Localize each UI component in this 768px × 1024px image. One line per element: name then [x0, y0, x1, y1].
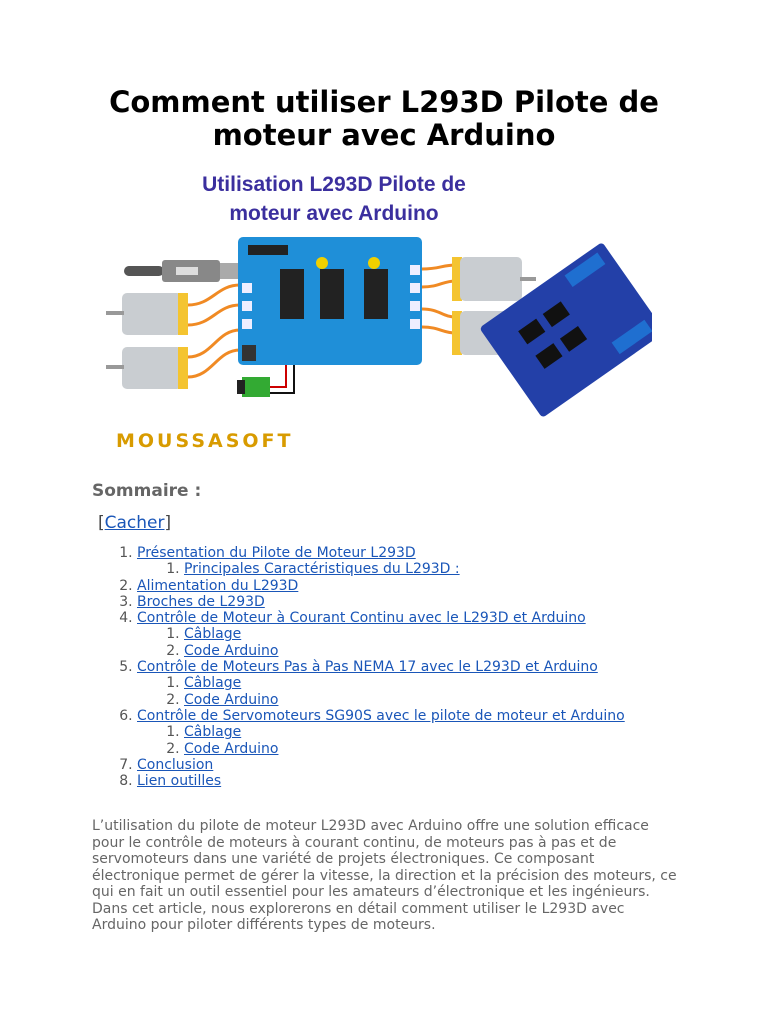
dc-motor-icon: [106, 347, 188, 389]
toc-link[interactable]: Lien outilles: [137, 773, 222, 790]
toc-subitem: [184, 675, 692, 691]
toc-subitem: [184, 626, 692, 642]
toc-sublink[interactable]: Câblage: [184, 626, 242, 643]
toc-link[interactable]: Contrôle de Moteurs Pas à Pas NEMA 17 avec le L293D et Arduino: [137, 659, 598, 676]
toc-subitem: [184, 741, 692, 757]
toc-sublink[interactable]: Code Arduino: [184, 642, 279, 659]
toc-sublink[interactable]: Code Arduino: [184, 691, 279, 708]
toc-toggle-link[interactable]: Cacher: [104, 513, 165, 533]
toc-sublist: [137, 724, 692, 757]
dc-motor-icon: [106, 293, 188, 335]
power-jack-icon: [237, 365, 294, 397]
toc-sublink[interactable]: Câblage: [184, 675, 242, 692]
hero-illustration: [92, 165, 652, 465]
toc-toggle: [Cacher]: [98, 513, 172, 533]
toc-sublink[interactable]: Code Arduino: [184, 740, 279, 757]
toc-item: [137, 610, 692, 659]
hero-heading-line1: Utilisation L293D Pilote de: [202, 173, 466, 196]
toc-link[interactable]: Conclusion: [137, 756, 214, 773]
toc-item: [137, 773, 692, 789]
wires-icon: [188, 285, 240, 377]
toc-link[interactable]: Présentation du Pilote de Moteur L293D: [137, 545, 416, 561]
toc-subitem: [184, 692, 692, 708]
toc-item: [137, 594, 692, 610]
toc-link[interactable]: Alimentation du L293D: [137, 577, 299, 594]
toc-item: [137, 578, 692, 594]
wires-icon: [422, 265, 456, 333]
toc-sublink[interactable]: Principales Caractéristiques du L293D :: [184, 561, 460, 578]
toc-item: [137, 757, 692, 773]
toc-sublist: [137, 626, 692, 659]
toc-sublink[interactable]: Câblage: [184, 724, 242, 741]
toc-subitem: [184, 643, 692, 659]
article-title: Comment utiliser L293D Pilote de moteur avec Arduino: [109, 85, 659, 152]
toc-item: [137, 659, 692, 708]
toc-sublist: [137, 675, 692, 708]
toc-link[interactable]: Broches de L293D: [137, 593, 265, 610]
table-of-contents: [92, 545, 692, 789]
toc-subitem: [184, 724, 692, 740]
toc-link[interactable]: Contrôle de Servomoteurs SG90S avec le pilote de moteur et Arduino: [137, 707, 625, 724]
dc-motor-icon: [452, 257, 536, 301]
toc-link[interactable]: Contrôle de Moteur à Courant Continu avec le L293D et Arduino: [137, 610, 586, 627]
toc-heading: Sommaire :: [92, 481, 202, 501]
brand-logo: MOUSSASOFT: [116, 430, 294, 452]
toc-sublist: [137, 561, 692, 577]
intro-paragraph: L’utilisation du pilote de moteur L293D avec Arduino offre une solution efficace pour le contrôle de moteurs à courant continu, de moteurs pas à pas et de servomoteurs dans une variété de projets électroniques. Ce composant électronique permet de gérer la vitesse, la direction et la précision des moteurs, ce qui en fait un outil essentiel pour les amateurs d’électronique et les ingénieurs. Dans cet article, nous explorerons en détail comment utiliser le L293D avec Arduino pour piloter différents types de moteurs.: [92, 818, 677, 933]
toc-list: [92, 545, 692, 789]
hero-heading-line2: moteur avec Arduino: [229, 202, 439, 225]
toc-item: [137, 545, 692, 578]
toc-subitem: [184, 561, 692, 577]
motor-shield-board-icon: [238, 237, 422, 365]
toc-item: [137, 708, 692, 757]
usb-cable-icon: [124, 260, 238, 282]
